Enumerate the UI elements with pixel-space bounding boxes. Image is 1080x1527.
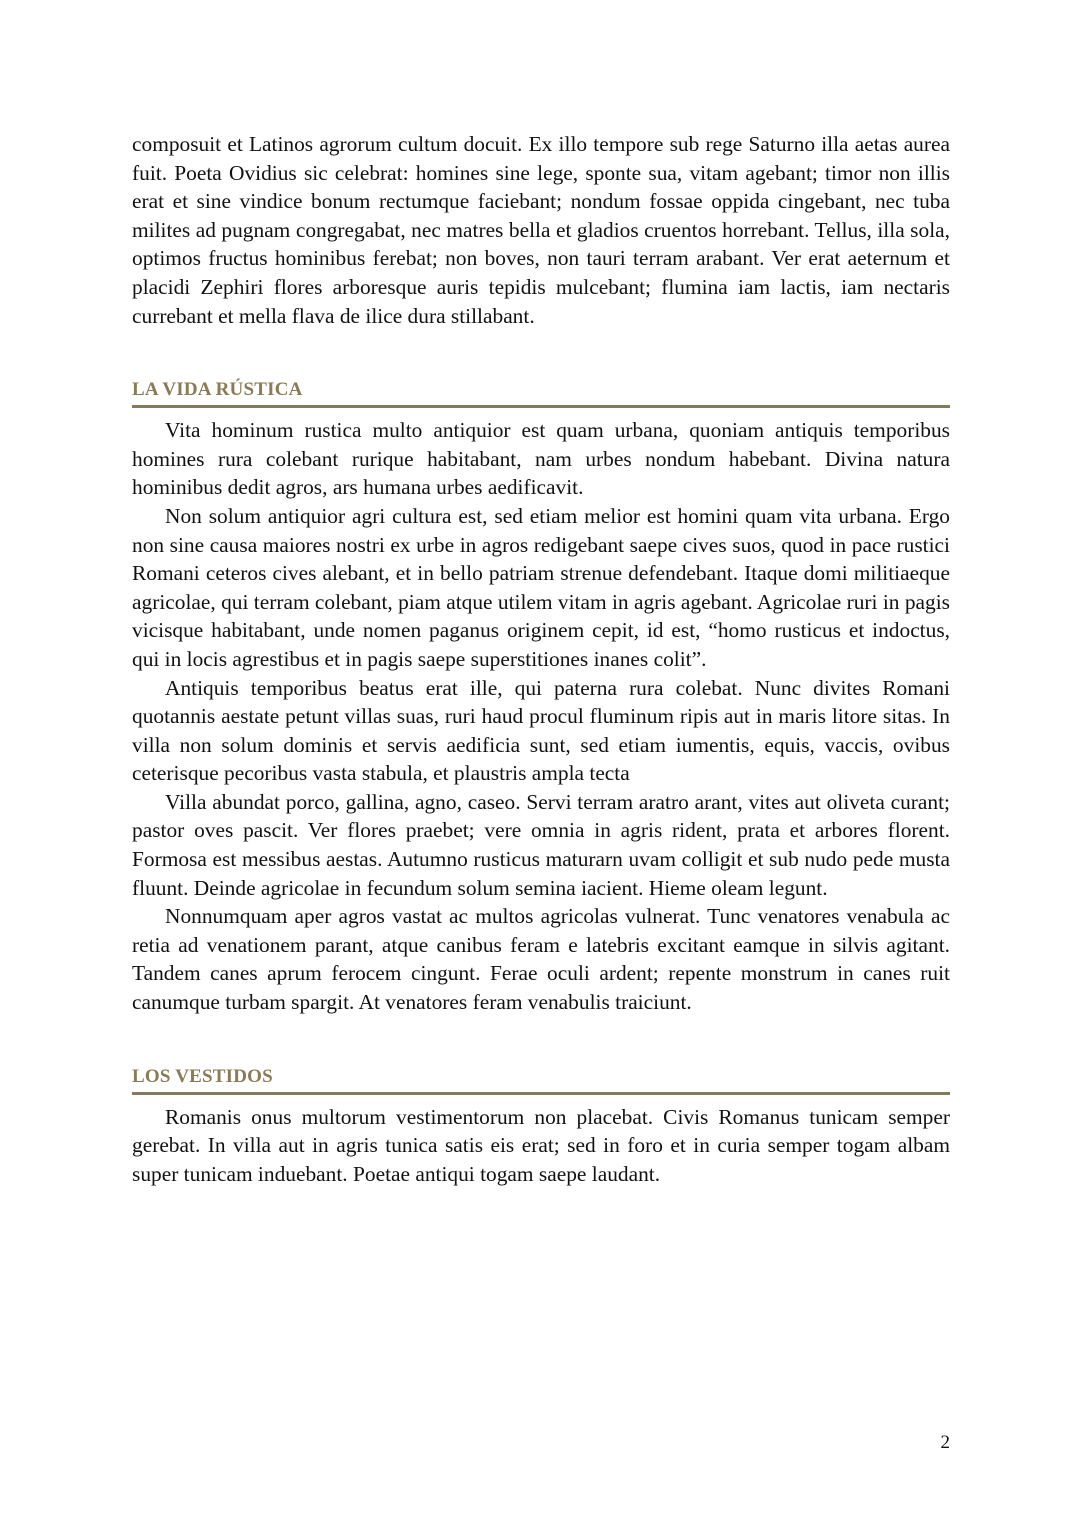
intro-paragraph: composuit et Latinos agrorum cultum docuit. Ex illo tempore sub rege Saturno illa aetas aurea fuit. Poeta Ovidius sic celebrat: homines sine lege, sponte sua, vitam agebant; timor non illis erat et sine vindice bonum rectumque faciebant; nondum fossae oppida cingebant, nec tuba milites ad pugnam congregabat, nec matres bella et gladios cruentos horrebant. Tellus, illa sola, optimos fructus hominibus ferebat; non boves, non tauri terram arabant. Ver erat aeternum et placidi Zephiri flores arboresque auris tepidis mulcebant; flumina iam lactis, iam nectaris currebant et mella flava de ilice dura stillabant. [132, 132, 950, 328]
page-number: 2 [940, 1432, 950, 1453]
section-heading: LOS VESTIDOS [132, 1066, 950, 1095]
paragraph: Vita hominum rustica multo antiquior est quam urbana, quoniam antiquis temporibus homines rura colebant rurique habitabant, nam urbes nondum habebant. Divina natura hominibus dedit agros, ars humana urbes aedificavit. [132, 418, 950, 500]
paragraph: Non solum antiquior agri cultura est, sed etiam melior est homini quam vita urbana. Ergo non sine causa maiores nostri ex urbe in agros redigebant saepe cives suos, quod in pace rustici Romani ceteros cives alebant, et in bello patriam strenue defendebant. Itaque domi militiaeque agricolae, qui terram colebant, piam atque utilem vitam in agris agebant. Agricolae ruri in pagis vicisque habitabant, unde nomen paganus originem cepit, id est, “homo rusticus et indoctus, qui in locis agrestibus et in pagis saepe superstitiones inanes colit”. [132, 503, 950, 671]
paragraph: Antiquis temporibus beatus erat ille, qui paterna rura colebat. Nunc divites Romani quotannis aestate petunt villas suas, ruri haud procul fluminum ripis aut in maris litore sitas. In villa non solum dominis et servis aedificia sunt, sed etiam iumentis, equis, vaccis, ovibus ceterisque pecoribus vasta stabula, et plaustris ampla tecta [132, 675, 950, 786]
page-body [132, 130, 950, 1188]
paragraph: Romanis onus multorum vestimentorum non placebat. Civis Romanus tunicam semper gerebat. In villa aut in agris tunica satis eis erat; sed in foro et in curia semper togam albam super tunicam induebant. Poetae antiqui togam saepe laudant. [132, 1104, 950, 1186]
paragraph: Nonnumquam aper agros vastat ac multos agricolas vulnerat. Tunc venatores venabula ac retia ad venationem parant, atque canibus feram e latebris excitant eamque in silvis agitant. Tandem canes aprum ferocem cingunt. Ferae oculi ardent; repente monstrum in canes ruit canumque turbam spargit. At venatores feram venabulis traiciunt. [132, 904, 950, 1015]
section-heading: LA VIDA RÚSTICA [132, 379, 950, 408]
section-vida-rustica [132, 379, 950, 1016]
section-vestidos [132, 1066, 950, 1189]
paragraph: Villa abundat porco, gallina, agno, caseo. Servi terram aratro arant, vites aut oliveta curant; pastor oves pascit. Ver flores praebet; vere omnia in agris rident, prata et arbores florent. Formosa est messibus aestas. Autumno rusticus maturarn uvam colligit et sub nudo pede musta fluunt. Deinde agricolae in fecundum solum semina iacient. Hieme oleam legunt. [132, 789, 950, 900]
